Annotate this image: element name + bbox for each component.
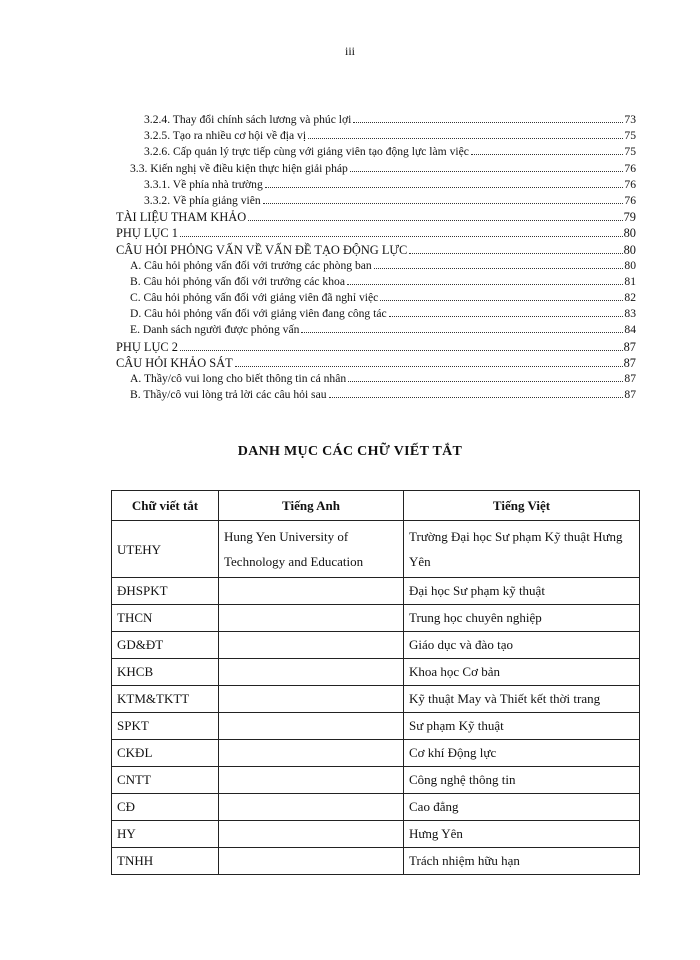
table-header-row bbox=[112, 491, 640, 521]
table-row bbox=[112, 794, 640, 821]
cell-vietnamese: Cơ khí Động lực bbox=[404, 740, 640, 767]
toc-entry-label: E. Danh sách người được phỏng vấn bbox=[130, 323, 300, 337]
cell-abbreviation: CNTT bbox=[112, 767, 219, 794]
cell-vietnamese: Cao đẳng bbox=[404, 794, 640, 821]
toc-entry-page: 87 bbox=[624, 372, 636, 385]
toc-dot-leader bbox=[409, 252, 622, 254]
table-row bbox=[112, 821, 640, 848]
toc-entry-page: 80 bbox=[623, 226, 636, 241]
toc-entry-page: 76 bbox=[624, 193, 636, 207]
table-row bbox=[112, 578, 640, 605]
toc-entry-page: 80 bbox=[624, 258, 636, 272]
toc-dot-leader bbox=[301, 331, 623, 333]
toc-entry-page: 76 bbox=[624, 161, 636, 175]
toc-entry-page: 82 bbox=[624, 291, 636, 305]
toc-dot-leader bbox=[248, 219, 622, 221]
toc-entry bbox=[116, 322, 636, 338]
toc-entry-label: PHỤ LỤC 2 bbox=[116, 339, 178, 354]
header-abbreviation: Chữ viết tắt bbox=[112, 491, 219, 521]
cell-vietnamese: Trường Đại học Sư phạm Kỹ thuật Hưng Yên bbox=[404, 521, 640, 578]
toc-entry-page: 80 bbox=[623, 242, 636, 257]
toc-dot-leader bbox=[235, 365, 623, 367]
cell-vietnamese: Trách nhiệm hữu hạn bbox=[404, 848, 640, 875]
toc-entry bbox=[116, 144, 636, 160]
table-row bbox=[112, 848, 640, 875]
toc-entry bbox=[116, 306, 636, 322]
toc-entry-page: 81 bbox=[624, 274, 636, 288]
toc-dot-leader bbox=[180, 235, 623, 237]
cell-english bbox=[219, 686, 404, 713]
toc-entry-page: 87 bbox=[623, 339, 636, 354]
toc-entry bbox=[116, 371, 636, 387]
cell-abbreviation: TNHH bbox=[112, 848, 219, 875]
toc-entry bbox=[116, 193, 636, 209]
table-row bbox=[112, 632, 640, 659]
toc-entry-label: PHỤ LỤC 1 bbox=[116, 226, 178, 241]
cell-english bbox=[219, 605, 404, 632]
cell-english bbox=[219, 848, 404, 875]
abbreviations-title: DANH MỤC CÁC CHỮ VIẾT TẮT bbox=[237, 444, 463, 459]
toc-entry bbox=[116, 128, 636, 144]
cell-vietnamese: Kỹ thuật May và Thiết kết thời trang bbox=[404, 686, 640, 713]
toc-entry-label: CÂU HỎI KHẢO SÁT bbox=[116, 355, 233, 370]
cell-english bbox=[219, 632, 404, 659]
cell-abbreviation: CKĐL bbox=[112, 740, 219, 767]
toc-entry-label: C. Câu hỏi phỏng vấn đối với giảng viên đã nghỉ việc bbox=[130, 291, 379, 305]
cell-abbreviation: SPKT bbox=[112, 713, 219, 740]
toc-entry-page: 76 bbox=[624, 177, 636, 191]
toc-entry-label: 3.2.6. Cấp quản lý trực tiếp cùng với giảng viên tạo động lực làm việc bbox=[144, 145, 469, 159]
cell-english bbox=[219, 713, 404, 740]
toc-entry bbox=[116, 339, 636, 355]
toc-entry bbox=[116, 258, 636, 274]
cell-english bbox=[219, 821, 404, 848]
toc-entry-label: 3.3.2. Về phía giảng viên bbox=[144, 193, 261, 207]
toc-entry-page: 87 bbox=[624, 388, 636, 402]
toc-entry bbox=[116, 209, 636, 225]
toc-entry-label: 3.3. Kiến nghị về điều kiện thực hiện giải pháp bbox=[130, 161, 348, 175]
cell-abbreviation: ĐHSPKT bbox=[112, 578, 219, 605]
toc-entry bbox=[116, 355, 636, 371]
toc-entry-label: B. Câu hỏi phỏng vấn đối với trưởng các khoa bbox=[130, 274, 345, 288]
cell-abbreviation: UTEHY bbox=[112, 521, 219, 578]
table-row bbox=[112, 740, 640, 767]
toc-entry-page: 87 bbox=[623, 355, 636, 370]
table-row bbox=[112, 686, 640, 713]
toc-entry-page: 84 bbox=[624, 323, 636, 337]
toc-dot-leader bbox=[380, 299, 623, 301]
toc-dot-leader bbox=[350, 170, 624, 172]
cell-english: Hung Yen University of Technology and Education bbox=[219, 521, 404, 578]
toc-dot-leader bbox=[347, 283, 623, 285]
toc-entry-page: 75 bbox=[624, 129, 636, 143]
toc-entry-page: 75 bbox=[624, 145, 636, 159]
toc-entry bbox=[116, 242, 636, 258]
toc-entry bbox=[116, 225, 636, 241]
toc-entry bbox=[116, 387, 636, 403]
toc-dot-leader bbox=[374, 267, 624, 269]
abbreviations-table bbox=[111, 490, 640, 875]
cell-english bbox=[219, 659, 404, 686]
cell-vietnamese: Khoa học Cơ bản bbox=[404, 659, 640, 686]
toc-entry-label: A. Thầy/cô vui long cho biết thông tin cá nhân bbox=[130, 372, 347, 385]
toc-entry-page: 79 bbox=[623, 210, 636, 225]
table-row bbox=[112, 713, 640, 740]
toc-dot-leader bbox=[353, 121, 623, 123]
cell-vietnamese: Trung học chuyên nghiệp bbox=[404, 605, 640, 632]
toc-entry-label: TÀI LIỆU THAM KHẢO bbox=[116, 210, 247, 225]
header-english: Tiếng Anh bbox=[219, 491, 404, 521]
toc-dot-leader bbox=[348, 380, 623, 382]
toc-entry-page: 73 bbox=[624, 113, 636, 126]
toc-entry bbox=[116, 112, 636, 128]
cell-abbreviation: KHCB bbox=[112, 659, 219, 686]
table-row bbox=[112, 659, 640, 686]
cell-abbreviation: THCN bbox=[112, 605, 219, 632]
cell-vietnamese: Công nghệ thông tin bbox=[404, 767, 640, 794]
cell-english bbox=[219, 794, 404, 821]
cell-abbreviation: GD&ĐT bbox=[112, 632, 219, 659]
table-row bbox=[112, 521, 640, 578]
page-number: iii bbox=[344, 44, 355, 58]
toc-dot-leader bbox=[389, 315, 624, 317]
toc-dot-leader bbox=[471, 153, 624, 155]
table-row bbox=[112, 605, 640, 632]
cell-vietnamese: Đại học Sư phạm kỹ thuật bbox=[404, 578, 640, 605]
cell-vietnamese: Sư phạm Kỹ thuật bbox=[404, 713, 640, 740]
toc-entry bbox=[116, 290, 636, 306]
cell-english bbox=[219, 767, 404, 794]
cell-english bbox=[219, 578, 404, 605]
toc-dot-leader bbox=[329, 396, 624, 398]
table-of-contents bbox=[116, 112, 636, 403]
toc-entry-label: B. Thầy/cô vui lòng trả lời các câu hỏi sau bbox=[130, 388, 327, 402]
table-row bbox=[112, 767, 640, 794]
toc-dot-leader bbox=[263, 202, 624, 204]
toc-entry-label: 3.2.5. Tạo ra nhiều cơ hội về địa vị bbox=[144, 129, 307, 143]
cell-english bbox=[219, 740, 404, 767]
toc-dot-leader bbox=[265, 186, 624, 188]
cell-vietnamese: Giáo dục và đào tạo bbox=[404, 632, 640, 659]
toc-entry-label: CÂU HỎI PHỎNG VẤN VỀ VẤN ĐỀ TẠO ĐỘNG LỰC bbox=[116, 242, 408, 257]
toc-dot-leader bbox=[308, 137, 623, 139]
toc-entry bbox=[116, 161, 636, 177]
toc-entry-label: D. Câu hỏi phỏng vấn đối với giảng viên đang công tác bbox=[130, 307, 387, 321]
toc-entry bbox=[116, 177, 636, 193]
cell-vietnamese: Hưng Yên bbox=[404, 821, 640, 848]
toc-entry-page: 83 bbox=[624, 307, 636, 321]
toc-dot-leader bbox=[180, 349, 623, 351]
toc-entry-label: 3.2.4. Thay đổi chính sách lương và phúc lợi bbox=[144, 113, 352, 126]
toc-entry-label: A. Câu hỏi phỏng vấn đối với trưởng các phòng ban bbox=[130, 258, 372, 272]
cell-abbreviation: HY bbox=[112, 821, 219, 848]
toc-entry-label: 3.3.1. Về phía nhà trường bbox=[144, 177, 263, 191]
cell-abbreviation: CĐ bbox=[112, 794, 219, 821]
header-vietnamese: Tiếng Việt bbox=[404, 491, 640, 521]
toc-entry bbox=[116, 274, 636, 290]
cell-abbreviation: KTM&TKTT bbox=[112, 686, 219, 713]
